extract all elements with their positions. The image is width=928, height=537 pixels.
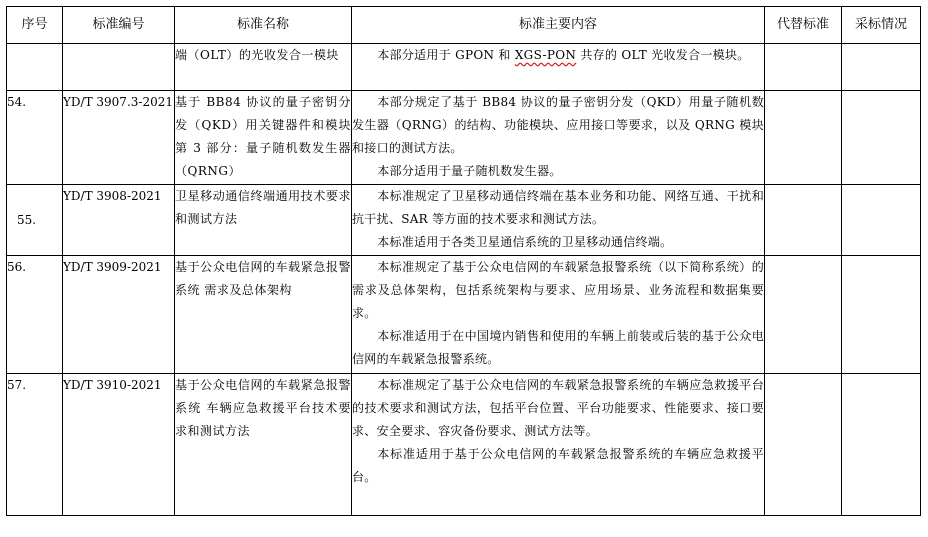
continued-adoption-cell [842,44,921,91]
table-row [7,91,921,185]
content-paragraph: 本标准规定了卫星移动通信终端在基本业务和功能、网络互通、干扰和抗干扰、SAR 等方面的技术要求和测试方法。 [352,189,764,226]
row-content [352,91,765,185]
row-adoption [842,91,921,185]
header-index: 序号 [7,7,63,44]
row-content [352,185,765,256]
header-adoption: 采标情况 [842,7,921,44]
continued-content-after: 共存的 OLT 光收发合一模块。 [576,48,750,62]
continued-index-cell [7,44,63,91]
content-paragraph: 本标准适用于在中国境内销售和使用的车辆上前装或后装的基于公众电信网的车载紧急报警系统。 [352,329,764,366]
continued-content-cell [352,44,765,91]
row-name: 基于公众电信网的车载紧急报警系统 车辆应急救援平台技术要求和测试方法 [175,374,352,516]
row-adoption [842,256,921,374]
content-paragraph: 本标准适用于基于公众电信网的车载紧急报警系统的车辆应急救援平台。 [352,447,764,484]
row-code: YD/T 3908-2021 [63,185,175,256]
row-content [352,374,765,516]
content-paragraph: 本标准规定了基于公众电信网的车载紧急报警系统的车辆应急救援平台的技术要求和测试方法，包括平台位置、平台功能要求、性能要求、接口要求、安全要求、容灾备份要求、测试方法等。 [352,378,764,438]
row-code: YD/T 3909-2021 [63,256,175,374]
content-paragraph: 本部分适用于量子随机数发生器。 [377,164,562,178]
row-index: 56. [7,256,63,374]
continued-content-paragraph [352,44,764,67]
spellcheck-marked-term: XGS-PON [514,48,577,62]
table-row [7,256,921,374]
continued-code-cell [63,44,175,91]
header-replaces: 代替标准 [765,7,842,44]
continued-content-before: 本部分适用于 GPON 和 [377,48,515,62]
row-adoption [842,185,921,256]
row-content [352,256,765,374]
row-name: 基于公众电信网的车载紧急报警系统 需求及总体架构 [175,256,352,374]
row-code: YD/T 3910-2021 [63,374,175,516]
row-name: 卫星移动通信终端通用技术要求和测试方法 [175,185,352,256]
row-index: 54. [7,91,63,185]
header-row [7,7,921,44]
row-replaces [765,185,842,256]
row-code: YD/T 3907.3-2021 [63,91,175,185]
row-replaces [765,374,842,516]
row-adoption [842,374,921,516]
row-index: 57. [7,374,63,516]
content-paragraph: 本标准适用于各类卫星通信系统的卫星移动通信终端。 [377,235,673,249]
table-row [7,185,921,256]
header-name: 标准名称 [175,7,352,44]
header-content: 标准主要内容 [352,7,765,44]
header-code: 标准编号 [63,7,175,44]
table-row [7,374,921,516]
row-name: 基于 BB84 协议的量子密钥分发（QKD）用关键器件和模块 第 3 部分：量子随机数发生器（QRNG） [175,91,352,185]
table-row-continued [7,44,921,91]
content-paragraph: 本部分规定了基于 BB84 协议的量子密钥分发（QKD）用量子随机数发生器（QRNG）的结构、功能模块、应用接口等要求，以及 QRNG 模块和接口的测试方法。 [352,95,764,155]
row-index: 55. [7,185,63,256]
continued-name-cell: 端（OLT）的光收发合一模块 [175,44,352,91]
row-replaces [765,256,842,374]
standards-table [6,6,921,516]
row-replaces [765,91,842,185]
continued-replaces-cell [765,44,842,91]
content-paragraph: 本标准规定了基于公众电信网的车载紧急报警系统（以下简称系统）的需求及总体架构，包括系统架构与要求、应用场景、业务流程和数据集要求。 [352,260,764,320]
